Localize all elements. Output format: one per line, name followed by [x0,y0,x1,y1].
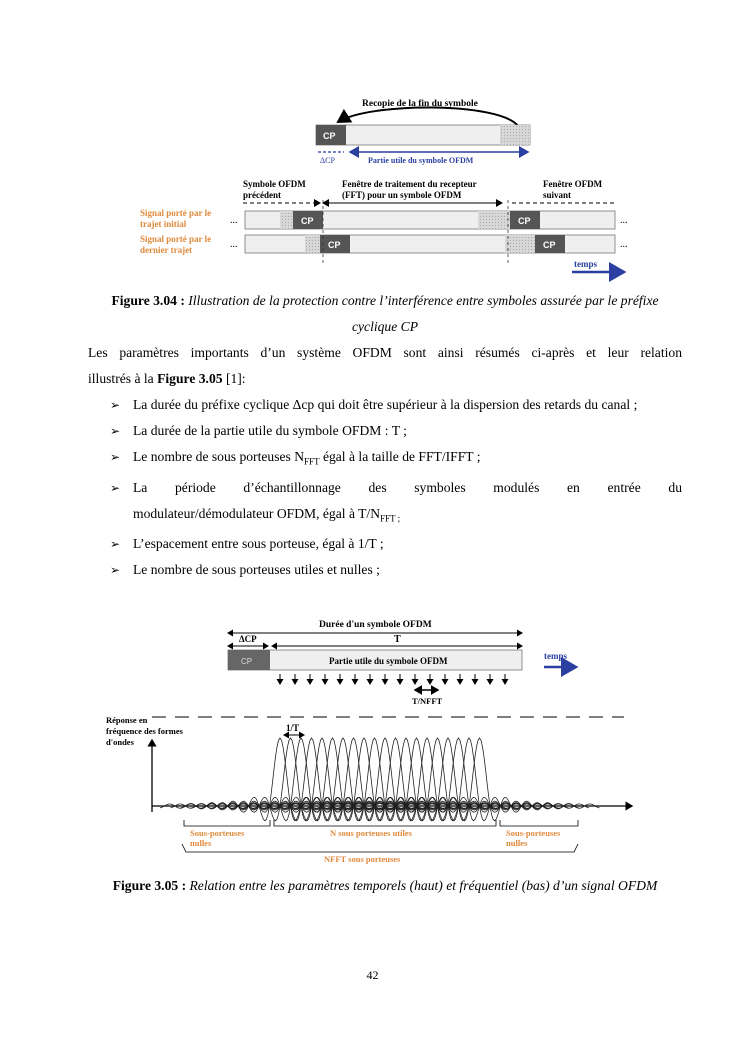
bullet-subscript: FFT [304,456,320,467]
subcarrier-curve [265,738,505,821]
bullet-text: La durée du préfixe cyclique Δcp qui doit être supérieur à la dispersion des retards du canal ; [133,397,638,412]
spacing-label: 1/T [286,723,300,733]
t-label: T [394,634,401,645]
subcarrier-curve [244,738,484,821]
useful-part-label-2: Partie utile du symbole OFDM [329,656,448,666]
arrow-bullet-icon: ➢ [110,398,121,412]
prev-symbol-label-2: précédent [243,190,281,200]
signal-last-label-1: Signal porté par le [140,234,212,244]
row-last-cp-next-label: CP [543,240,556,250]
subcarrier-curve [360,738,600,821]
subcarrier-curve [297,738,537,821]
figure-3-05-caption [88,873,682,899]
subcarrier-curve [276,738,516,821]
null-left-label-2: nulles [190,838,212,848]
row-initial-cp-label: CP [301,216,314,226]
list-item [108,418,682,444]
subcarrier-curve [213,738,453,821]
intro-line-2-post: [1]: [222,371,246,386]
next-window-label-1: Fenêtre OFDM [543,179,603,189]
list-item [108,392,682,418]
subcarrier-curve [328,738,568,821]
subcarrier-curve [192,738,432,821]
row-last-cp-label: CP [328,240,341,250]
nfft-label: NFFT sous porteuses [324,854,401,864]
symbol-bar-top [316,125,530,145]
bullet-text: L’espacement entre sous porteuse, égal à 1/T ; [133,536,384,552]
list-item [108,531,682,557]
row-last-ellipsis-right: ... [620,239,628,250]
figure-3-04-diagram [140,92,640,282]
bullet-text: La durée de la partie utile du symbole OFDM : T ; [133,423,407,438]
bullet-text-line-1: La période d’échantillonnage des symboles modulés en entrée du [133,479,682,495]
subcarrier-curve [234,738,474,821]
row-initial-cp-next-label: CP [518,216,531,226]
arrow-bullet-icon: ➢ [110,480,121,495]
null-right-label-1: Sous-porteuses [506,828,561,838]
row-last-ellipsis-left: ... [230,239,238,250]
subcarrier-sinc-curves [160,738,600,821]
bullet-subscript: FFT ; [380,513,401,524]
figure-3-05-label: Figure 3.05 : [112,878,187,893]
useful-part-label: Partie utile du symbole OFDM [368,156,474,165]
response-label-1: Réponse en [106,715,148,725]
null-right-label-2: nulles [506,838,528,848]
duration-label: Durée d'un symbole OFDM [319,620,432,630]
figure-3-04-caption [88,288,682,340]
arrow-bullet-icon: ➢ [110,424,121,438]
tail-block-top [500,125,530,145]
delta-cp-label-2: ΔCP [239,634,257,644]
prev-symbol-label-1: Symbole OFDM [243,179,306,189]
signal-last-label-2: dernier trajet [140,245,193,255]
delta-cp-label: ΔCP [320,156,335,165]
bullet-text-line-2: modulateur/démodulateur OFDM, égal à T/N [133,505,381,521]
time-label-2: temps [544,651,567,661]
list-item [108,557,682,583]
useful-carriers-label: N sous porteuses utiles [330,828,412,838]
subcarrier-curve [160,738,400,821]
list-item [108,444,682,475]
brace-null-right [500,820,578,826]
subcarrier-curve [339,738,579,821]
figure-3-04-text: Illustration de la protection contre l’interférence entre symboles assurée par le préfixe cyclique CP [188,293,659,334]
bullet-text-pre: Le nombre de sous porteuses N [133,449,305,464]
sampling-label: T/NFFT [412,696,443,706]
row-initial-tail-prev [280,211,293,229]
window-label-1: Fenêtre de traitement du recepteur [342,179,477,189]
window-label-2: (FFT) pour un symbole OFDM [342,190,462,200]
recopy-arc [338,107,518,126]
subcarrier-curve [171,738,411,821]
page-number: 42 [366,968,379,982]
bullet-text-post: égal à la taille de FFT/IFFT ; [319,449,481,464]
figure-3-04-label: Figure 3.04 : [111,293,185,308]
intro-line-2-pre: illustrés à la [88,371,158,386]
bullet-text: Le nombre de sous porteuses utiles et nulles ; [133,562,380,578]
row-initial-tail [478,211,510,229]
signal-initial-label-2: trajet initial [140,219,187,229]
arrow-bullet-icon: ➢ [110,563,121,578]
figure-3-05-diagram [104,612,664,870]
row-initial-ellipsis-left: ... [230,215,238,226]
subcarrier-curve [307,738,547,821]
subcarrier-curve [318,738,558,821]
subcarrier-curve [223,738,463,821]
signal-initial-label-1: Signal porté par le [140,208,212,218]
intro-paragraph [88,340,682,392]
arrow-bullet-icon: ➢ [110,450,121,464]
intro-figure-ref: Figure 3.05 [157,371,223,386]
time-label: temps [574,259,597,269]
subcarrier-curve [255,738,495,821]
response-label-3: d'ondes [106,737,134,747]
next-window-label-2: suivant [543,190,572,200]
row-initial-ellipsis-right: ... [620,215,628,226]
sample-arrows [280,674,505,684]
intro-line-1: Les paramètres importants d’un système OFDM sont ainsi résumés ci-après et leur relation [88,345,682,360]
subcarrier-curve [202,738,442,821]
recopy-label: Recopie de la fin du symbole [362,99,478,109]
row-last-tail [505,235,535,253]
subcarrier-curve [286,738,526,821]
parameter-list [108,392,682,583]
arrow-bullet-icon: ➢ [110,537,121,552]
response-label-2: fréquence des formes [106,726,183,736]
cp-label-top: CP [323,131,336,141]
subcarrier-curve [181,738,421,821]
cp-label-2: CP [241,657,253,666]
brace-null-left [184,820,270,826]
null-left-label-1: Sous-porteuses [190,828,245,838]
list-item [108,475,682,532]
figure-3-05-text: Relation entre les paramètres temporels (haut) et fréquentiel (bas) d’un signal OFDM [189,878,658,893]
row-last-tail-prev [305,235,320,253]
subcarrier-curve [349,738,589,821]
